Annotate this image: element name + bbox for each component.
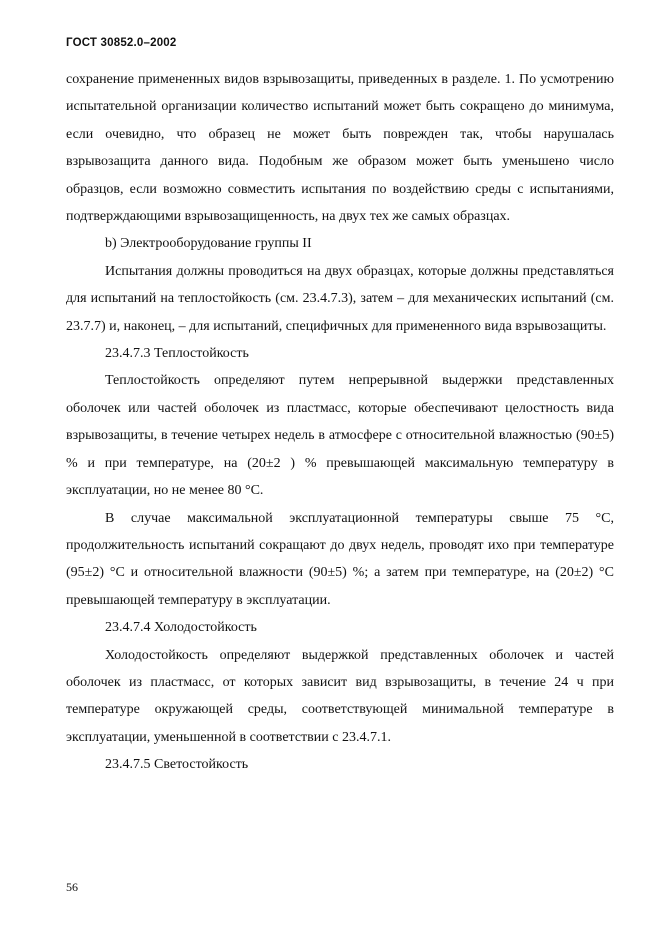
paragraph-1: сохранение примененных видов взрывозащиты, приведенных в разделе. 1. По усмотрению испытательной организации количество испытаний может быть сокращено до минимума, если очевидно, что образец не может быть поврежден так, чтобы нарушалась взрывозащита данного вида. Подобным же образом может быть уменьшено число образцов, если возможно совместить испытания по воздействию среды с испытаниями, подтверждающими взрывозащищенность, на двух тех же самых образцах. xyxy=(66,72,614,225)
paragraph-4: В случае максимальной эксплуатационной температуры свыше 75 °С, продолжительность испытаний сокращают до двух недель, проводят ихо при температуре (95±2) °С и относительной влажности (90±5) %; а затем при температуре, на (20±2) °С превышающей температуру в эксплуатации. xyxy=(66,510,614,608)
section-heading-23-4-7-4: 23.4.7.4 Холодостойкость xyxy=(105,620,257,636)
section-heading-23-4-7-5: 23.4.7.5 Светостойкость xyxy=(105,757,249,773)
standard-header: ГОСТ 30852.0–2002 xyxy=(66,37,177,49)
page-number: 56 xyxy=(66,880,78,894)
paragraph-5: Холодостойкость определяют выдержкой представленных оболочек и частей оболочек из пластмасс, от которых зависит вид взрывозащиты, в течение 24 ч при температуре окружающей среды, соответствующей минимальной температуре в эксплуатации, уменьшенной в соответствии с 23.4.7.1. xyxy=(66,647,614,745)
subheading-group-ii: b) Электрооборудование группы II xyxy=(105,236,312,252)
section-heading-23-4-7-3: 23.4.7.3 Теплостойкость xyxy=(105,346,249,362)
document-body xyxy=(66,66,614,779)
paragraph-3: Теплостойкость определяют путем непрерывной выдержки представленных оболочек или частей оболочек из пластмасс, которые обеспечивают целостность вида взрывозащиты, в течение четырех недель в атмосфере с относительной влажностью (90±5) % и при температуре, на (20±2 ) % превышающей максимальную температуру в эксплуатации, но не менее 80 °С. xyxy=(66,373,614,499)
paragraph-2: Испытания должны проводиться на двух образцах, которые должны представляться для испытаний на теплостойкость (см. 23.4.7.3), затем – для механических испытаний (см. 23.7.7) и, наконец, – для испытаний, специфичных для примененного вида взрывозащиты. xyxy=(66,263,614,334)
